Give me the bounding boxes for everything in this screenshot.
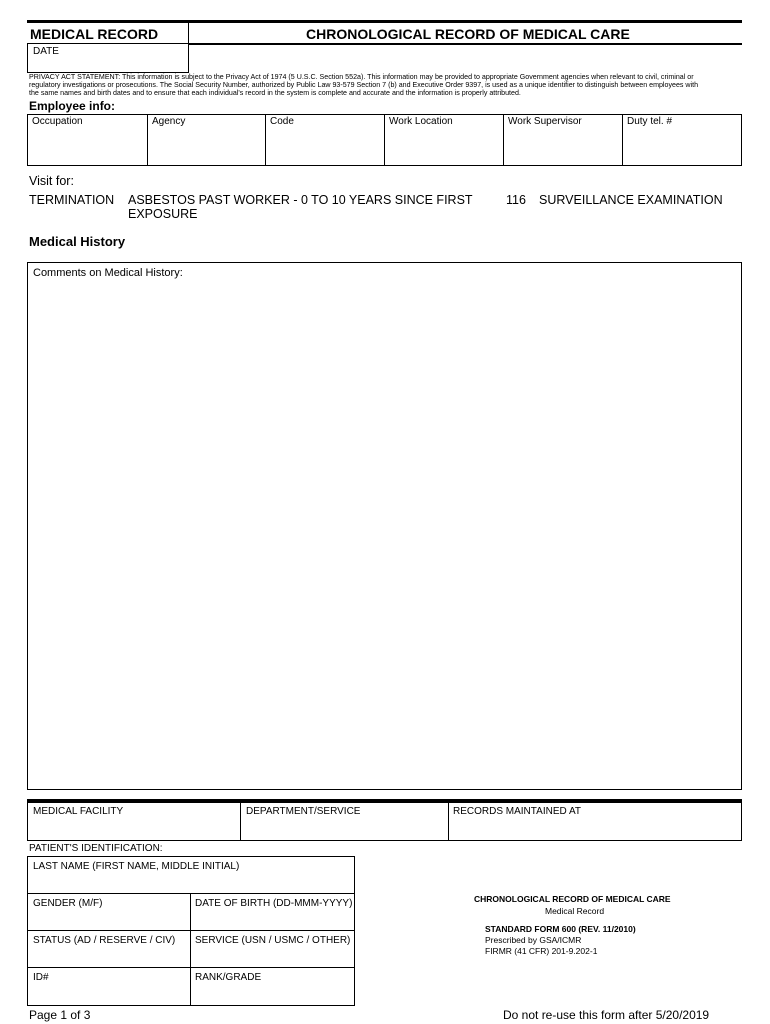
visit-type: TERMINATION: [29, 193, 115, 207]
firmr-label: FIRMR (41 CFR) 201-9.202-1: [485, 946, 598, 956]
medical-record-title: MEDICAL RECORD: [30, 26, 159, 42]
rank-label: RANK/GRADE: [195, 972, 262, 983]
page-number: Page 1 of 3: [29, 1008, 91, 1022]
id-field[interactable]: [30, 986, 187, 1003]
visit-code: 116: [506, 193, 526, 207]
header-rule-left: [27, 43, 188, 44]
patient-col-divider: [190, 893, 191, 1006]
comments-field[interactable]: [30, 282, 739, 787]
medical-facility-label: MEDICAL FACILITY: [33, 806, 124, 817]
records-maintained-label: RECORDS MAINTAINED AT: [453, 806, 581, 817]
work-supervisor-label: Work Supervisor: [508, 116, 582, 127]
standard-form-label: STANDARD FORM 600 (REV. 11/2010): [485, 924, 636, 934]
id-label: ID#: [33, 972, 49, 983]
visit-exam: SURVEILLANCE EXAMINATION: [539, 193, 723, 207]
employee-col-divider: [265, 114, 266, 166]
work-supervisor-field[interactable]: [506, 132, 619, 162]
employee-info-heading: Employee info:: [29, 99, 116, 113]
department-field[interactable]: [243, 820, 445, 838]
date-label: DATE: [33, 46, 59, 57]
reuse-notice: Do not re-use this form after 5/20/2019: [503, 1008, 710, 1022]
patient-row-rule: [27, 930, 355, 931]
form-info-subtitle: Medical Record: [545, 906, 605, 916]
prescribed-by-label: Prescribed by GSA/ICMR: [485, 935, 582, 945]
last-name-label: LAST NAME (FIRST NAME, MIDDLE INITIAL): [33, 861, 240, 872]
code-label: Code: [270, 116, 294, 127]
employee-col-divider: [503, 114, 504, 166]
date-box-left: [27, 43, 28, 73]
work-location-field[interactable]: [387, 132, 500, 162]
visit-description-line-1: ASBESTOS PAST WORKER - 0 TO 10 YEARS SINCE FIRST: [128, 193, 473, 207]
top-rule: [27, 20, 742, 23]
duty-tel-label: Duty tel. #: [627, 116, 673, 127]
dob-label: DATE OF BIRTH (DD-MMM-YYYY): [195, 898, 353, 909]
chronological-record-title: CHRONOLOGICAL RECORD OF MEDICAL CARE: [306, 26, 630, 42]
code-field[interactable]: [268, 132, 381, 162]
medical-history-heading: Medical History: [29, 234, 126, 249]
department-label: DEPARTMENT/SERVICE: [246, 806, 361, 817]
agency-field[interactable]: [150, 132, 262, 162]
header-rule-right: [188, 43, 742, 45]
occupation-label: Occupation: [32, 116, 83, 127]
employee-col-divider: [147, 114, 148, 166]
gender-label: GENDER (M/F): [33, 898, 103, 909]
date-field[interactable]: [30, 57, 185, 71]
status-label: STATUS (AD / RESERVE / CIV): [33, 935, 176, 946]
rank-field[interactable]: [193, 986, 352, 1003]
medical-facility-field[interactable]: [30, 820, 237, 838]
service-label: SERVICE (USN / USMC / OTHER): [195, 935, 351, 946]
status-field[interactable]: [30, 949, 187, 965]
patient-identification-label: PATIENT'S IDENTIFICATION:: [29, 843, 163, 854]
work-location-label: Work Location: [389, 116, 453, 127]
employee-col-divider: [384, 114, 385, 166]
form-info-title: CHRONOLOGICAL RECORD OF MEDICAL CARE: [474, 894, 671, 904]
visit-description: [128, 193, 473, 221]
visit-for-label: Visit for:: [29, 174, 74, 188]
gender-field[interactable]: [30, 912, 187, 928]
privacy-line-3: the same names and birth dates and to ensure that each individual's record in the system is complete and accurate and the information is properly attributed.: [29, 89, 521, 97]
service-field[interactable]: [193, 949, 352, 965]
patient-row-rule: [27, 967, 355, 968]
last-name-field[interactable]: [30, 875, 352, 891]
header-divider-vertical: [188, 23, 189, 73]
employee-col-divider: [622, 114, 623, 166]
privacy-line-2: regulatory investigations or prosecutions. The Social Security Number, authorized by Public Law 93-579 Section 7 (b) and Executive Order 9397, is used as a unique identifier to distinguish between employees with: [29, 81, 699, 89]
privacy-line-1: PRIVACY ACT STATEMENT: This information is subject to the Privacy Act of 1974 (5 U.S.C. Section 552a). This information may be provided to appropriate Government agencies when relevant to civil, criminal or: [29, 73, 694, 81]
facility-divider: [448, 802, 449, 841]
records-maintained-field[interactable]: [451, 820, 739, 838]
comments-label: Comments on Medical History:: [33, 267, 183, 279]
duty-tel-field[interactable]: [625, 132, 739, 162]
facility-divider: [240, 802, 241, 841]
patient-row-rule: [27, 893, 355, 894]
dob-field[interactable]: [193, 912, 352, 928]
visit-description-line-2: EXPOSURE: [128, 207, 198, 221]
occupation-field[interactable]: [30, 132, 144, 162]
privacy-statement: [29, 73, 744, 97]
agency-label: Agency: [152, 116, 186, 127]
